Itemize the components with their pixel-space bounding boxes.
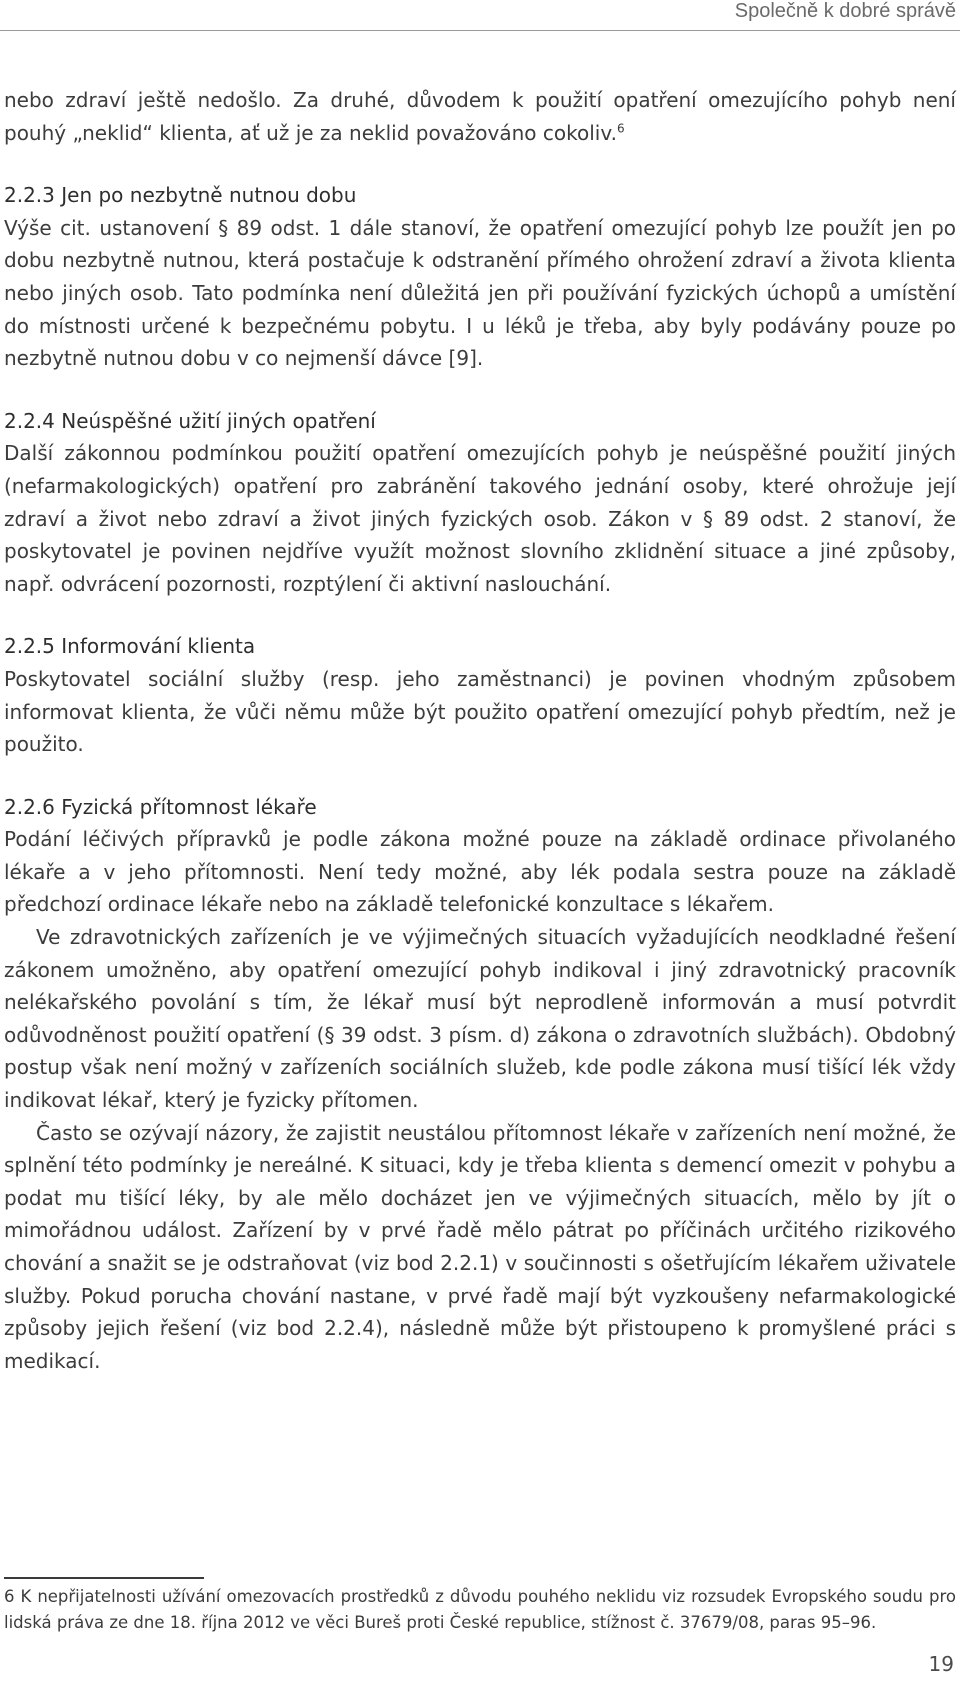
section-heading-2-2-3: 2.2.3 Jen po nezbytně nutnou dobu: [4, 183, 357, 208]
intro-paragraph: [4, 84, 956, 149]
spacer: [4, 600, 956, 630]
intro-text: nebo zdraví ještě nedošlo. Za druhé, důvodem k použití opatření omezujícího pohyb není pouhý „neklid“ klienta, ať už je za neklid považováno cokoliv.: [4, 88, 956, 145]
footnote-divider: [4, 1577, 204, 1579]
page-body: [4, 84, 956, 1377]
section-heading-2-2-6: 2.2.6 Fyzická přítomnost lékaře: [4, 794, 317, 819]
page-number: 19: [928, 1652, 954, 1676]
section-text-2-2-5: Poskytovatel sociální služby (resp. jeho zaměstnanci) je povinen vhodným způsobem informovat klienta, že vůči němu může být použito opatření omezující pohyb předtím, než je použito.: [4, 666, 956, 757]
spacer: [4, 149, 956, 179]
section-heading-2-2-5: 2.2.5 Informování klienta: [4, 634, 256, 659]
header-divider: [0, 30, 960, 31]
section-heading-2-2-4: 2.2.4 Neúspěšné užití jiných opatření: [4, 408, 376, 433]
spacer: [4, 375, 956, 405]
section-text-2-2-6-p3: Často se ozývají názory, že zajistit neustálou přítomnost lékaře v zařízeních není možné, že splnění této podmínky je nereálné. K situaci, kdy je třeba klienta s demencí omezit v pohybu a podat mu tišící léky, by ale mělo docházet jen ve výjimečných situacích, mělo by jít o mimořádnou událost. Zařízení by v prvé řadě mělo pátrat po příčinách určitého rizikového chování a snažit se je odstraňovat (viz bod 2.2.1) v součinnosti s ošetřujícím lékařem uživatele služby. Pokud porucha chování nastane, v prvé řadě mají být vyzkoušeny nefarmakologické způsoby jejich řešení (viz bod 2.2.4), následně může být přistoupeno k promyšlené práci s medikací.: [4, 1120, 956, 1373]
running-header-title: Společně k dobré správě: [734, 0, 956, 22]
section-text-2-2-3: Výše cit. ustanovení § 89 odst. 1 dále stanoví, že opatření omezující pohyb lze použít jen po dobu nezbytně nutnou, která postačuje k odstranění přímého ohrožení zdraví a života klienta nebo jiných osob. Tato podmínka není důležitá jen při používání fyzických úchopů a umístění do místnosti určené k bezpečnému pobytu. I u léků je třeba, aby byly podávány pouze po nezbytně nutnou dobu v co nejmenší dávce [9].: [4, 215, 956, 371]
footnote-reference: 6: [616, 120, 625, 135]
section-text-2-2-4: Další zákonnou podmínkou použití opatření omezujících pohyb je neúspěšné použití jiných (nefarmakologických) opatření pro zabránění takového jednání osoby, které ohrožuje její zdraví a život nebo zdraví a život jiných fyzických osob. Zákon v § 89 odst. 2 stanoví, že poskytovatel je povinen nejdříve využít možnost slovního zklidnění situace a jiné způsoby, např. odvrácení pozornosti, rozptýlení či aktivní naslouchání.: [4, 441, 956, 596]
footnote-6: 6 K nepřijatelnosti užívání omezovacích prostředků z důvodu pouhého neklidu viz rozsudek Evropského soudu pro lidská práva ze dne 18. října 2012 ve věci Bureš proti České republice, stížnost č. 37679/08, paras 95–96.: [4, 1587, 956, 1632]
running-header: [0, 0, 960, 34]
section-text-2-2-6-p1: Podání léčivých přípravků je podle zákona možné pouze na základě ordinace přivolaného lékaře a v jeho přítomnosti. Není tedy možné, aby lék podala sestra pouze na základě předchozí ordinace lékaře nebo na základě telefonické konzultace s lékařem.: [4, 827, 956, 917]
section-text-2-2-6-p2: Ve zdravotnických zařízeních je ve výjimečných situacích vyžadujících neodkladné řešení zákonem umožněno, aby opatření omezující pohyb indikoval i jiný zdravotnický pracovník nelékařského povolání s tím, že lékař musí být neprodleně informován a musí potvrdit odůvodněnost použití opatření (§ 39 odst. 3 písm. d) zákona o zdravotních službách). Obdobný postup však není možný v zařízeních sociálních služeb, kde podle zákona musí tišící lék vždy indikovat lékař, který je fyzicky přítomen.: [4, 925, 956, 1113]
spacer: [4, 761, 956, 791]
